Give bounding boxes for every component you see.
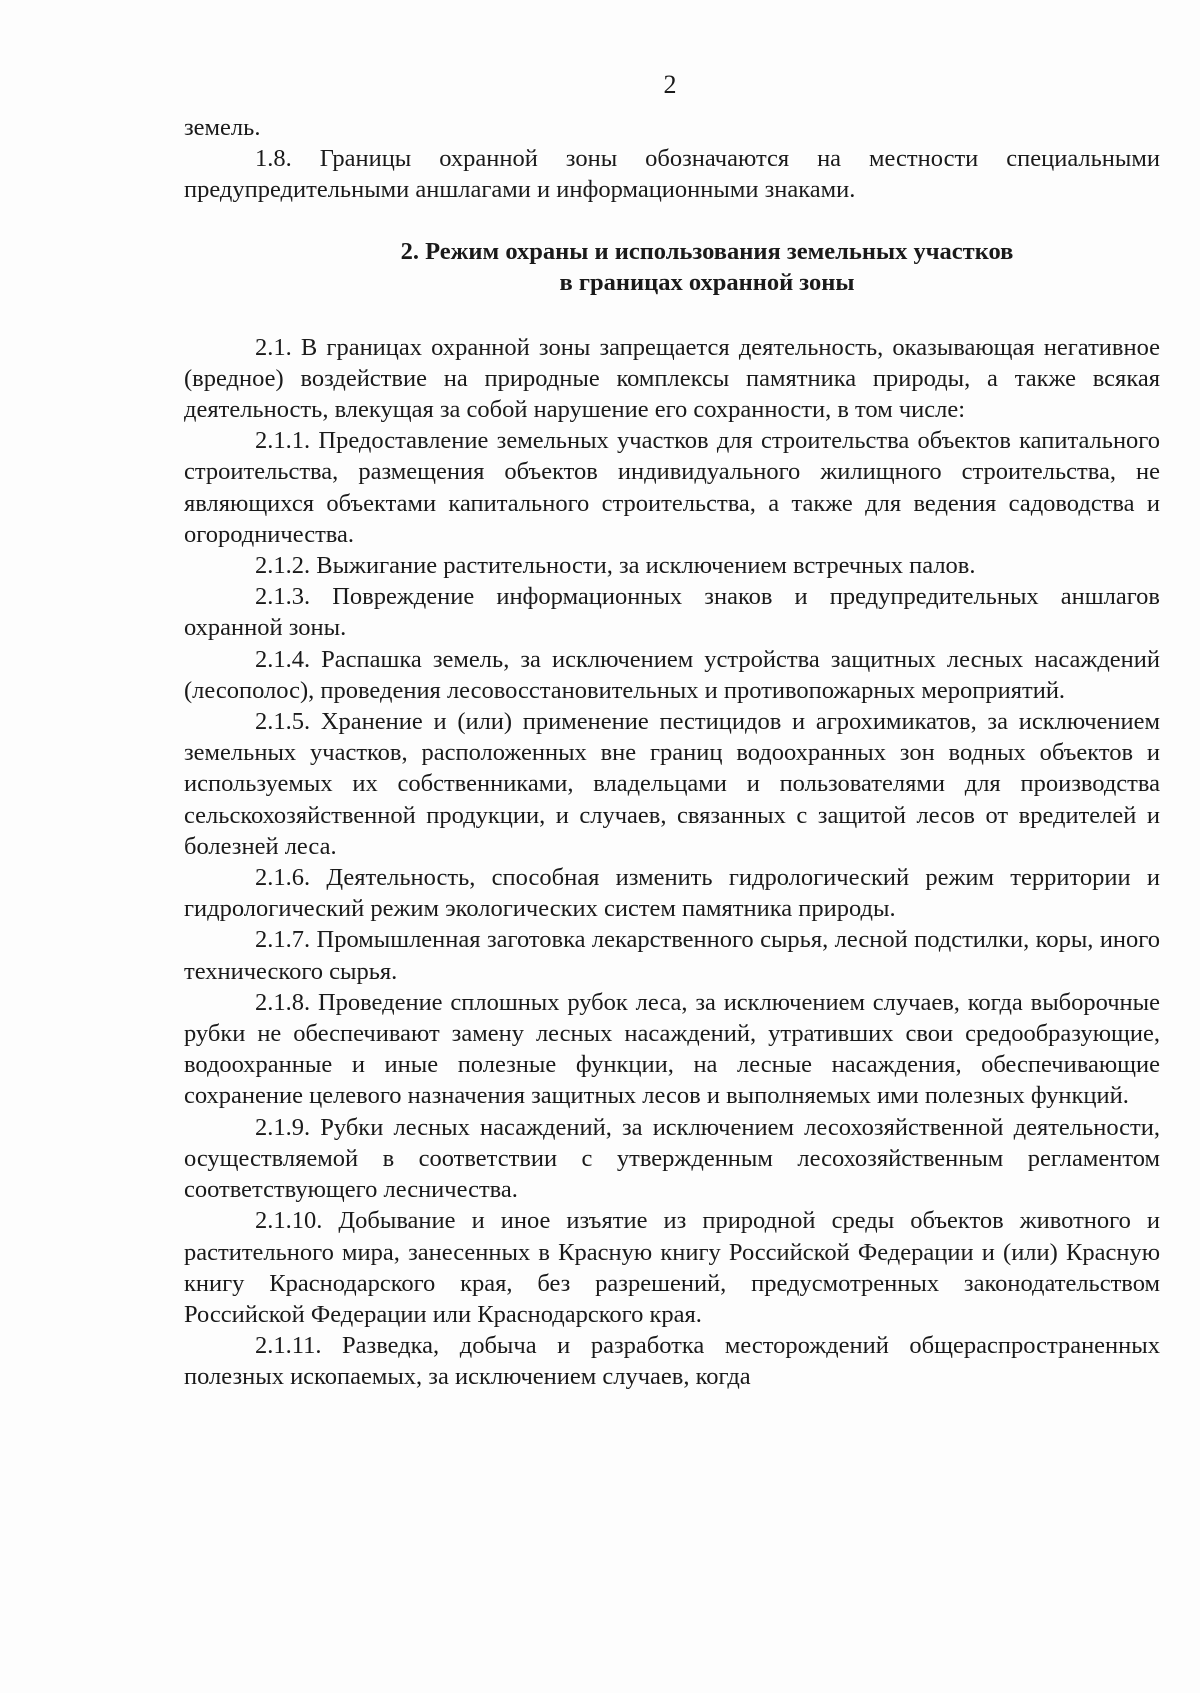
section-heading-line-2: в границах охранной зоны [559,268,855,296]
paragraph-2-1-7: 2.1.7. Промышленная заготовка лекарственного сырья, лесной подстилки, коры, иного технического сырья. [184,926,1160,985]
paragraph-2-1-11: 2.1.11. Разведка, добыча и разработка месторождений общераспространенных полезных ископаемых, за исключением случаев, когда [184,1332,1160,1391]
page-number: 2 [663,70,677,99]
paragraph-continuation: земель. [184,114,261,141]
section-heading-line-1: 2. Режим охраны и использования земельных участков [400,237,1014,265]
paragraph-2-1-6: 2.1.6. Деятельность, способная изменить гидрологический режим территории и гидрологический режим экологических систем памятника природы. [184,864,1160,923]
paragraph-2-1: 2.1. В границах охранной зоны запрещается деятельность, оказывающая негативное (вредное) воздействие на природные комплексы памятника природы, а также всякая деятельность, влекущая за собой нарушение его сохранности, в том числе: [184,333,1160,424]
paragraph-2-1-5: 2.1.5. Хранение и (или) применение пестицидов и агрохимикатов, за исключением земельных участков, расположенных вне границ водоохранных зон водных объектов и используемых их собственниками, владельцами и пользователями для производства сельскохозяйственной продукции, и случаев, связанных с защитой лесов от вредителей и болезней леса. [184,708,1160,860]
document-body [184,112,1160,1393]
paragraph-2-1-4: 2.1.4. Распашка земель, за исключением устройства защитных лесных насаждений (лесополос), проведения лесовосстановительных и противопожарных мероприятий. [184,645,1160,704]
paragraph-2-1-2: 2.1.2. Выжигание растительности, за исключением встречных палов. [255,552,976,580]
section-heading [184,236,1160,298]
paragraph-2-1-1: 2.1.1. Предоставление земельных участков для строительства объектов капитального строительства, размещения объектов индивидуального жилищного строительства, не являющихся объектами капитального строительства, а также для ведения садоводства и огородничества. [184,427,1160,548]
paragraph-2-1-10: 2.1.10. Добывание и иное изъятие из природной среды объектов животного и растительного мира, занесенных в Красную книгу Российской Федерации и (или) Красную книгу Краснодарского края, без разрешений, предусмотренных законодательством Российской Федерации или Краснодарского края. [184,1207,1160,1328]
paragraph-1-8: 1.8. Границы охранной зоны обозначаются на местности специальными предупредительными аншлагами и информационными знаками. [184,145,1160,204]
paragraph-2-1-9: 2.1.9. Рубки лесных насаждений, за исключением лесохозяйственной деятельности, осуществляемой в соответствии с утвержденным лесохозяйственным регламентом соответствующего лесничества. [184,1113,1160,1204]
paragraph-2-1-3: 2.1.3. Повреждение информационных знаков и предупредительных аншлагов охранной зоны. [184,583,1160,642]
paragraph-2-1-8: 2.1.8. Проведение сплошных рубок леса, за исключением случаев, когда выборочные рубки не обеспечивают замену лесных насаждений, утративших свои средообразующие, водоохранные и иные полезные функции, на лесные насаждения, обеспечивающие сохранение целевого назначения защитных лесов и выполняемых ими полезных функций. [184,988,1160,1110]
